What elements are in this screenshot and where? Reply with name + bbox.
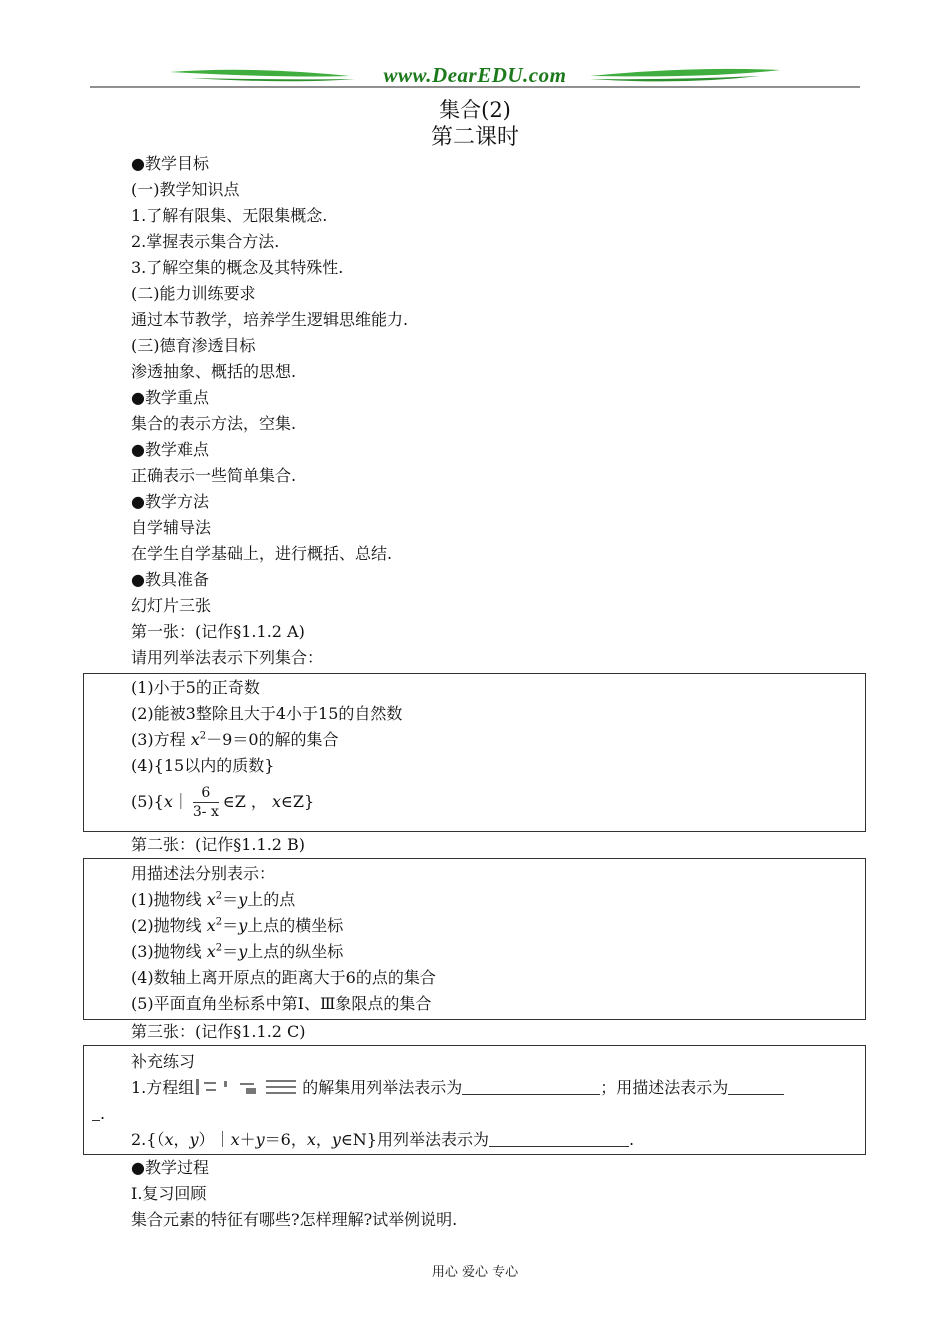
- item-prefix: (1)抛物线: [131, 890, 207, 909]
- item3-suffix: －9＝0的解的集合: [206, 730, 339, 749]
- review-text: 集合元素的特征有哪些?怎样理解?试举例说明.: [131, 1210, 458, 1229]
- var-x: x: [206, 942, 216, 961]
- method-text-1: 自学辅导法: [131, 518, 212, 537]
- lesson-body: [131, 151, 871, 671]
- item5-bar: ｜: [172, 792, 189, 811]
- slide1-label: 第一张：(记作§1.1.2 A): [131, 622, 305, 641]
- var-y: y: [255, 1130, 265, 1149]
- slide2-item-4: (4)数轴上离开原点的距离大于6的点的集合: [131, 968, 436, 987]
- page-subtitle: 第二课时: [430, 125, 519, 150]
- comma: ，: [173, 1130, 190, 1149]
- slide1-item-3: [131, 727, 865, 753]
- page-title: 集合(2): [439, 98, 511, 122]
- tools-text: 幻灯片三张: [131, 596, 212, 615]
- knowledge-heading: (一)教学知识点: [131, 180, 240, 199]
- equals: ＝: [222, 890, 239, 909]
- slide2-item-2: [131, 913, 865, 939]
- slide2-intro: 用描述法分别表示：: [131, 864, 276, 883]
- equals: ＝: [222, 942, 239, 961]
- exercise-1-suffix: ；用描述法表示为: [600, 1078, 729, 1097]
- slide3-label: 第三张：(记作§1.1.2 C): [131, 1022, 306, 1041]
- focus-text: 集合的表示方法，空集.: [131, 414, 297, 433]
- exponent: 2: [199, 730, 207, 742]
- item3-prefix: (3)方程: [131, 730, 191, 749]
- slide2-box: [83, 858, 866, 1020]
- item5-prefix: (5){: [131, 792, 164, 811]
- process-heading: ●教学过程: [131, 1158, 209, 1177]
- exponent: 2: [215, 890, 223, 902]
- answer-blank-2-tail[interactable]: [92, 1104, 100, 1121]
- equation-system-image: [194, 1078, 302, 1096]
- method-text-2: 在学生自学基础上，进行概括、总结.: [131, 544, 393, 563]
- exercise-1-continued: [92, 1101, 865, 1127]
- slide2-label: 第二张：(记作§1.1.2 B): [131, 835, 306, 854]
- equals: ＝: [222, 916, 239, 935]
- slide2-item-5: (5)平面直角坐标系中第Ⅰ、Ⅲ象限点的集合: [131, 994, 432, 1013]
- fraction-numerator: 6: [193, 784, 219, 803]
- var-x: x: [306, 1130, 316, 1149]
- method-heading: ●教学方法: [131, 492, 209, 511]
- exercise-2: [131, 1127, 865, 1153]
- moral-text: 渗透抽象、概括的思想.: [131, 362, 297, 381]
- var-x: x: [190, 730, 200, 749]
- item5-middle: ∈Z ，: [222, 792, 273, 811]
- answer-blank-1[interactable]: [462, 1078, 600, 1095]
- ability-heading: (二)能力训练要求: [131, 284, 256, 303]
- slide1-item-2: (2)能被3整除且大于4小于15的自然数: [131, 704, 403, 723]
- tools-heading: ●教具准备: [131, 570, 209, 589]
- moral-heading: (三)德育渗透目标: [131, 336, 256, 355]
- slide3-title: 补充练习: [131, 1052, 196, 1071]
- item5-suffix: ∈Z}: [281, 792, 315, 811]
- review-heading: Ⅰ.复习回顾: [131, 1184, 207, 1203]
- var-x: x: [272, 792, 282, 811]
- site-logo[interactable]: www.DearEDU.com: [383, 63, 567, 87]
- difficulty-heading: ●教学难点: [131, 440, 209, 459]
- answer-blank-2[interactable]: [728, 1078, 784, 1095]
- slide1-prompt: 请用列举法表示下列集合：: [131, 648, 324, 667]
- slide1-item-1: (1)小于5的正奇数: [131, 678, 260, 697]
- plus: ＋: [239, 1130, 256, 1149]
- set-bar: ）｜: [198, 1130, 231, 1149]
- var-x: x: [206, 916, 216, 935]
- fraction: [193, 784, 219, 821]
- ability-text: 通过本节教学，培养学生逻辑思维能力.: [131, 310, 409, 329]
- var-y: y: [189, 1130, 199, 1149]
- focus-heading: ●教学重点: [131, 388, 209, 407]
- exercise-1-middle: 的解集用列举法表示为: [302, 1078, 463, 1097]
- var-y: y: [331, 1130, 341, 1149]
- difficulty-text: 正确表示一些简单集合.: [131, 466, 297, 485]
- var-x: x: [164, 1130, 174, 1149]
- slide1-item-4: (4){15以内的质数}: [131, 756, 275, 775]
- knowledge-item-3: 3.了解空集的概念及其特殊性.: [131, 258, 344, 277]
- knowledge-item-2: 2.掌握表示集合方法.: [131, 232, 280, 251]
- exercise-1-prefix: 1.方程组: [131, 1078, 195, 1097]
- exercise-1: [131, 1075, 865, 1101]
- var-y: y: [238, 916, 248, 935]
- item-prefix: (3)抛物线: [131, 942, 207, 961]
- knowledge-item-1: 1.了解有限集、无限集概念.: [131, 206, 328, 225]
- slide2-item-3: [131, 939, 865, 965]
- item-suffix: 上点的横坐标: [247, 916, 344, 935]
- var-y: y: [238, 942, 248, 961]
- item-suffix: 上点的纵坐标: [247, 942, 344, 961]
- exercise-2-period: .: [628, 1130, 635, 1149]
- slide2-item-1: [131, 887, 865, 913]
- goal-heading: ●教学目标: [131, 154, 209, 173]
- slide3-box: [83, 1045, 866, 1155]
- exercise-2-prefix: 2.{（: [131, 1130, 165, 1149]
- exercise-1-period: .: [100, 1104, 106, 1123]
- item-suffix: 上的点: [247, 890, 296, 909]
- comma: ，: [315, 1130, 332, 1149]
- item-prefix: (2)抛物线: [131, 916, 207, 935]
- page-header: [90, 62, 860, 92]
- var-x: x: [230, 1130, 240, 1149]
- fraction-denominator: 3- x: [192, 804, 219, 820]
- slide1-box: [83, 673, 866, 832]
- exponent: 2: [215, 942, 223, 954]
- var-y: y: [238, 890, 248, 909]
- exercise-2-suffix: ∈N}用列举法表示为: [340, 1130, 489, 1149]
- equals-six: ＝6，: [264, 1130, 307, 1149]
- exponent: 2: [215, 916, 223, 928]
- answer-blank-3[interactable]: [489, 1130, 629, 1147]
- var-x: x: [163, 792, 173, 811]
- var-x: x: [206, 890, 216, 909]
- slide1-item-5: [131, 779, 865, 825]
- page-footer: 用心 爱心 专心: [431, 1265, 519, 1280]
